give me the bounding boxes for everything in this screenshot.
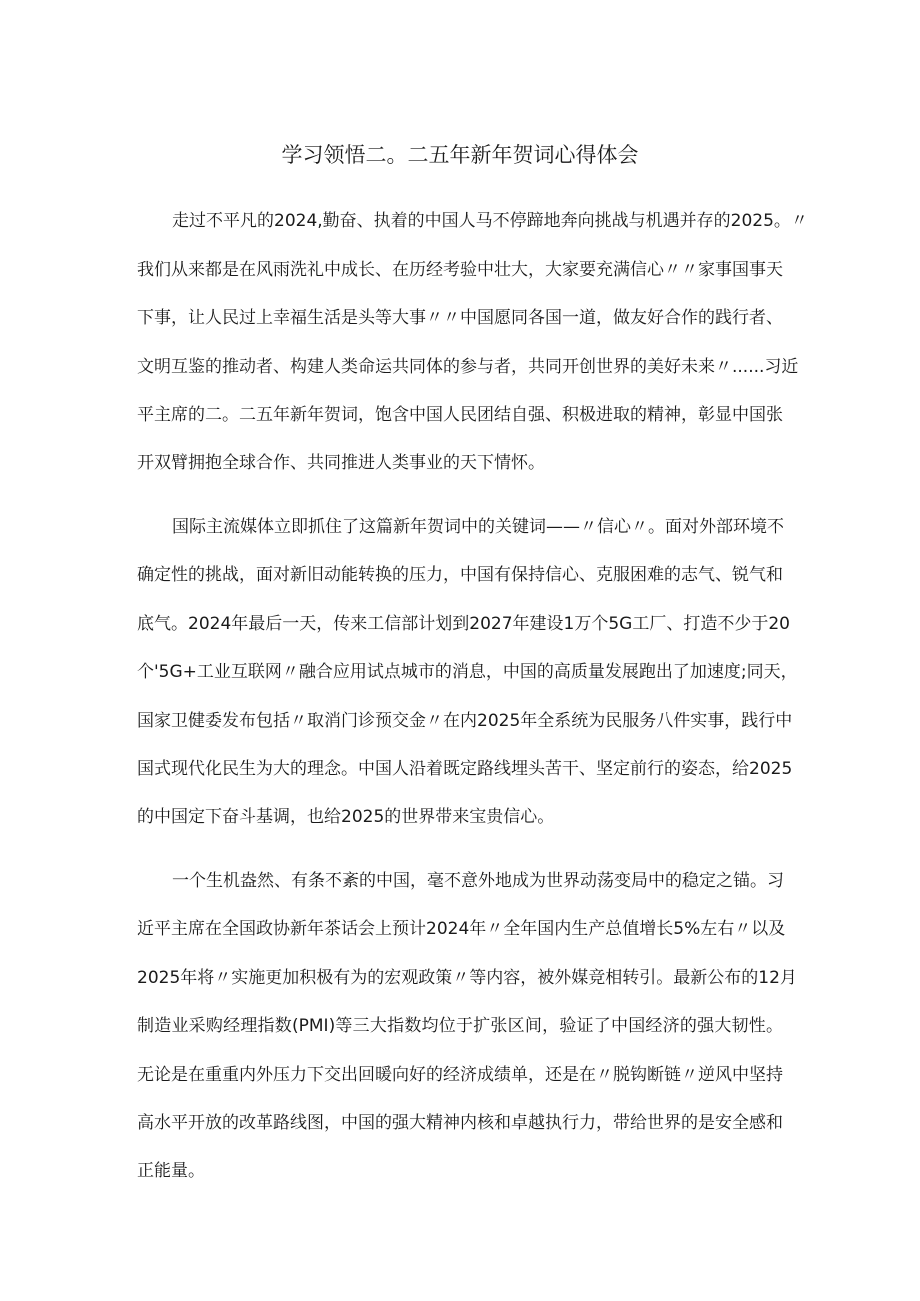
text-line: 国式现代化民生为大的理念。中国人沿着既定路线埋头苦干、坚定前行的姿态，给2025 xyxy=(137,759,793,779)
text-line: 的中国定下奋斗基调，也给2025的世界带来宝贵信心。 xyxy=(137,807,555,827)
text-line: 个'5G+工业互联网〃融合应用试点城市的消息，中国的高质量发展跑出了加速度;同天， xyxy=(137,662,798,682)
text-line: 确定性的挑战，面对新旧动能转换的压力，中国有保持信心、克服困难的志气、锐气和 xyxy=(137,565,783,585)
document-title: 学习领悟二。二五年新年贺词心得体会 xyxy=(281,143,639,167)
text-line: 平主席的二。二五年新年贺词，饱含中国人民团结自强、积极进取的精神，彰显中国张 xyxy=(137,405,783,425)
text-line: 开双臂拥抱全球合作、共同推进人类事业的天下情怀。 xyxy=(137,453,545,473)
text-line: 下事，让人民过上幸福生活是头等大事〃〃中国愿同各国一道，做友好合作的践行者、 xyxy=(137,308,783,328)
text-line: 正能量。 xyxy=(137,1161,205,1181)
text-line: 制造业采购经理指数(PMI)等三大指数均位于扩张区间，验证了中国经济的强大韧性。 xyxy=(137,1016,783,1036)
text-line: 国家卫健委发布包括〃取消门诊预交金〃在内2025年全系统为民服务八件实事，践行中 xyxy=(137,711,793,731)
text-line: 走过不平凡的2024,勤奋、执着的中国人马不停蹄地奔向挑战与机遇并存的2025。〃 xyxy=(172,211,808,231)
text-line: 2025年将〃实施更加积极有为的宏观政策〃等内容，被外媒竞相转引。最新公布的12月 xyxy=(137,968,797,988)
text-line: 无论是在重重内外压力下交出回暖向好的经济成绩单，还是在〃脱钩断链〃逆风中坚持 xyxy=(137,1065,783,1085)
text-line: 文明互鉴的推动者、构建人类命运共同体的参与者，共同开创世界的美好未来〃......习近 xyxy=(137,357,799,377)
text-line: 高水平开放的改革路线图，中国的强大精神内核和卓越执行力，带给世界的是安全感和 xyxy=(137,1113,783,1133)
text-line: 近平主席在全国政协新年茶话会上预计2024年〃全年国内生产总值增长5%左右〃以及 xyxy=(137,919,786,939)
text-line: 一个生机盎然、有条不紊的中国，毫不意外地成为世界动荡变局中的稳定之锚。习 xyxy=(172,871,784,891)
text-line: 国际主流媒体立即抓住了这篇新年贺词中的关键词——〃信心〃。面对外部环境不 xyxy=(172,517,784,537)
text-line: 底气。2024年最后一天，传来工信部计划到2027年建设1万个5G工厂、打造不少于20 xyxy=(137,614,790,634)
text-line: 我们从来都是在风雨洗礼中成长、在历经考验中壮大，大家要充满信心〃〃家事国事天 xyxy=(137,260,783,280)
